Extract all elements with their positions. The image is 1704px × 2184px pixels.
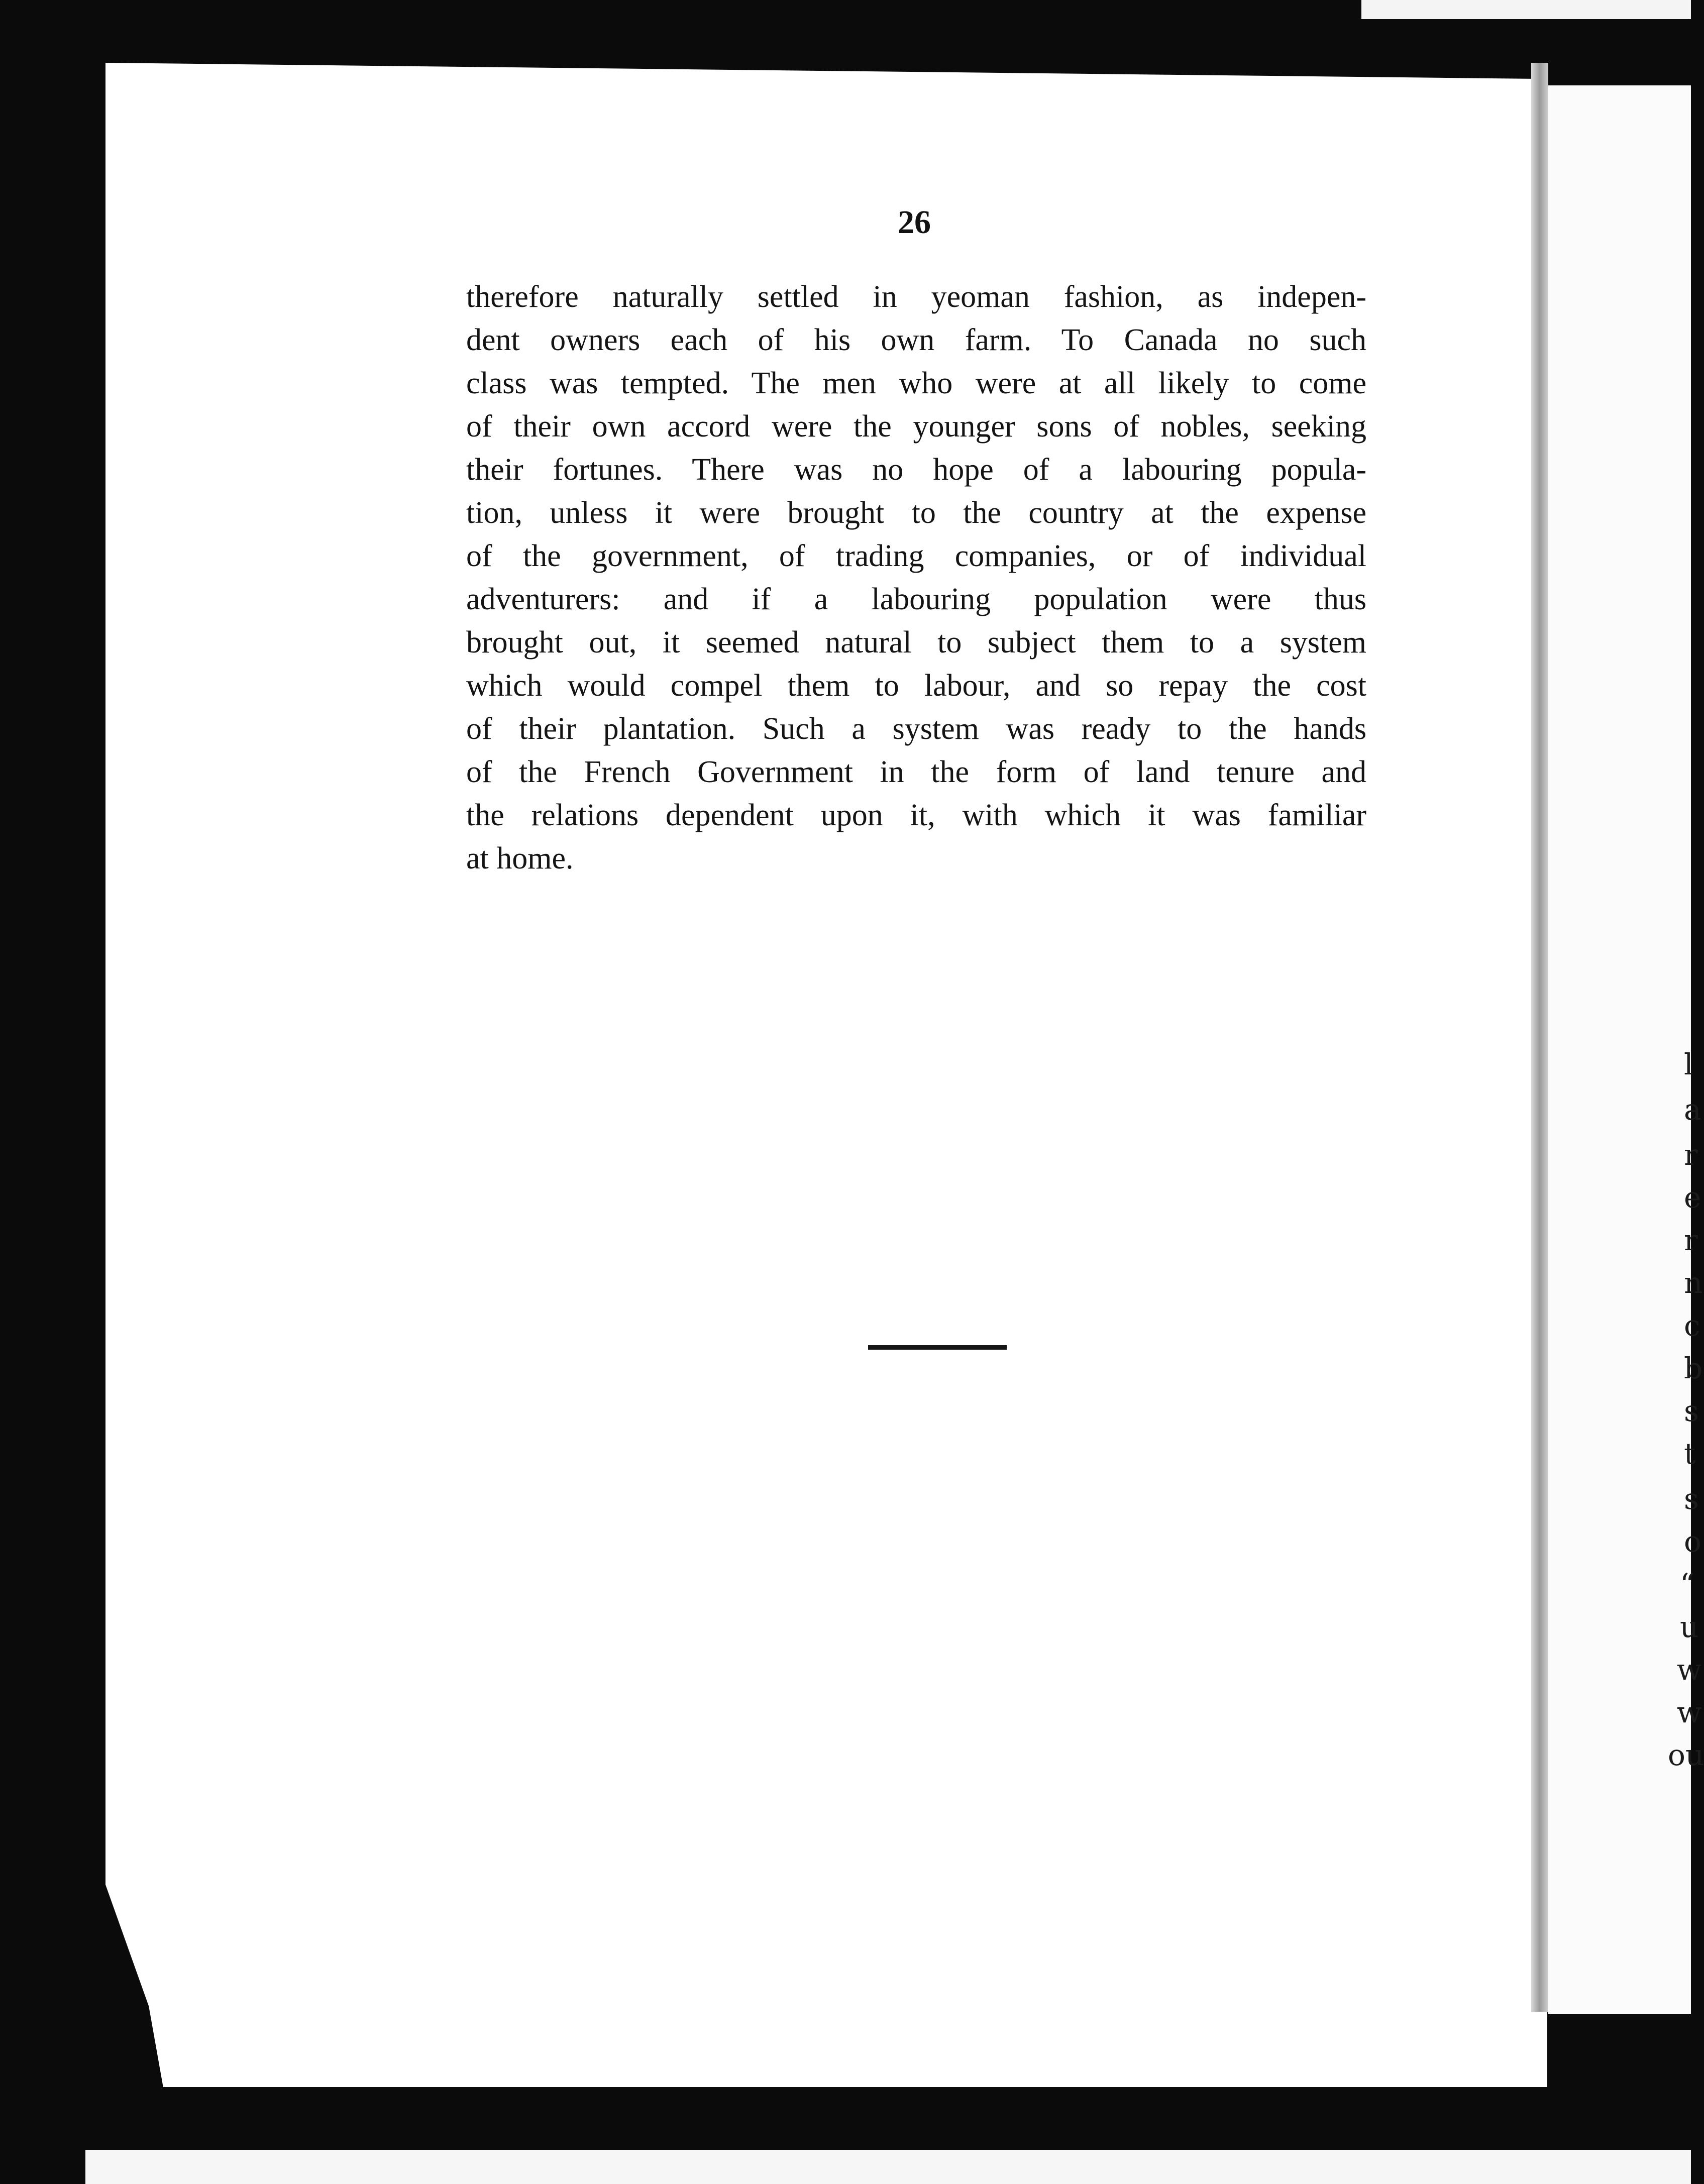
text-line: brought out, it seemed natural to subject them to a system <box>466 625 1366 660</box>
text-line: dent owners each of his own farm. To Canada no such <box>466 323 1366 357</box>
facing-page <box>1548 85 1704 2014</box>
text-line: of the French Government in the form of land tenure and <box>466 755 1366 789</box>
text-line: class was tempted. The men who were at all likely to come <box>466 366 1366 400</box>
section-divider-rule <box>868 1345 1007 1350</box>
facing-page-letter: o <box>1684 1524 1701 1559</box>
text-line: therefore naturally settled in yeoman fashion, as indepen- <box>466 280 1366 314</box>
facing-page-letter: w <box>1677 1695 1702 1729</box>
text-line: of their own accord were the younger sons of nobles, seeking <box>466 409 1366 444</box>
facing-page-letter: s <box>1684 1394 1699 1428</box>
facing-page-letter: a <box>1684 1093 1701 1127</box>
facing-page-letter: w <box>1677 1653 1702 1687</box>
text-line: which would compel them to labour, and so repay the cost <box>466 669 1366 703</box>
text-line: the relations dependent upon it, with which it was familiar <box>466 798 1366 832</box>
facing-page-letter: u <box>1680 1610 1699 1644</box>
text-line: of their plantation. Such a system was ready to the hands <box>466 712 1366 746</box>
facing-page-letter: t <box>1684 1437 1696 1471</box>
page-number: 26 <box>898 204 931 241</box>
facing-page-letter: ou <box>1668 1738 1704 1772</box>
text-line: their fortunes. There was no hope of a labouring popula- <box>466 453 1366 487</box>
text-line: of the government, of trading companies, or of individual <box>466 539 1366 573</box>
text-line: at home. <box>466 841 574 876</box>
facing-page-letter: “ <box>1680 1567 1695 1601</box>
facing-page-letter: r <box>1684 1138 1698 1172</box>
facing-page-letter: b <box>1684 1351 1703 1385</box>
facing-page-letter: s <box>1684 1482 1699 1516</box>
facing-page-letter: c <box>1684 1308 1700 1343</box>
text-line: adventurers: and if a labouring population were thus <box>466 582 1366 616</box>
page-gutter-edge <box>1531 63 1548 2012</box>
next-page-top-edge <box>1361 0 1691 19</box>
next-page-bottom-edge <box>85 2150 1691 2184</box>
facing-page-letter: l <box>1684 1047 1693 1081</box>
text-line: tion, unless it were brought to the country at the expense <box>466 496 1366 530</box>
facing-page-letter: e <box>1684 1180 1701 1215</box>
facing-page-letter: r <box>1684 1223 1698 1257</box>
body-text <box>466 275 1366 880</box>
facing-page-letter: n <box>1684 1266 1703 1300</box>
